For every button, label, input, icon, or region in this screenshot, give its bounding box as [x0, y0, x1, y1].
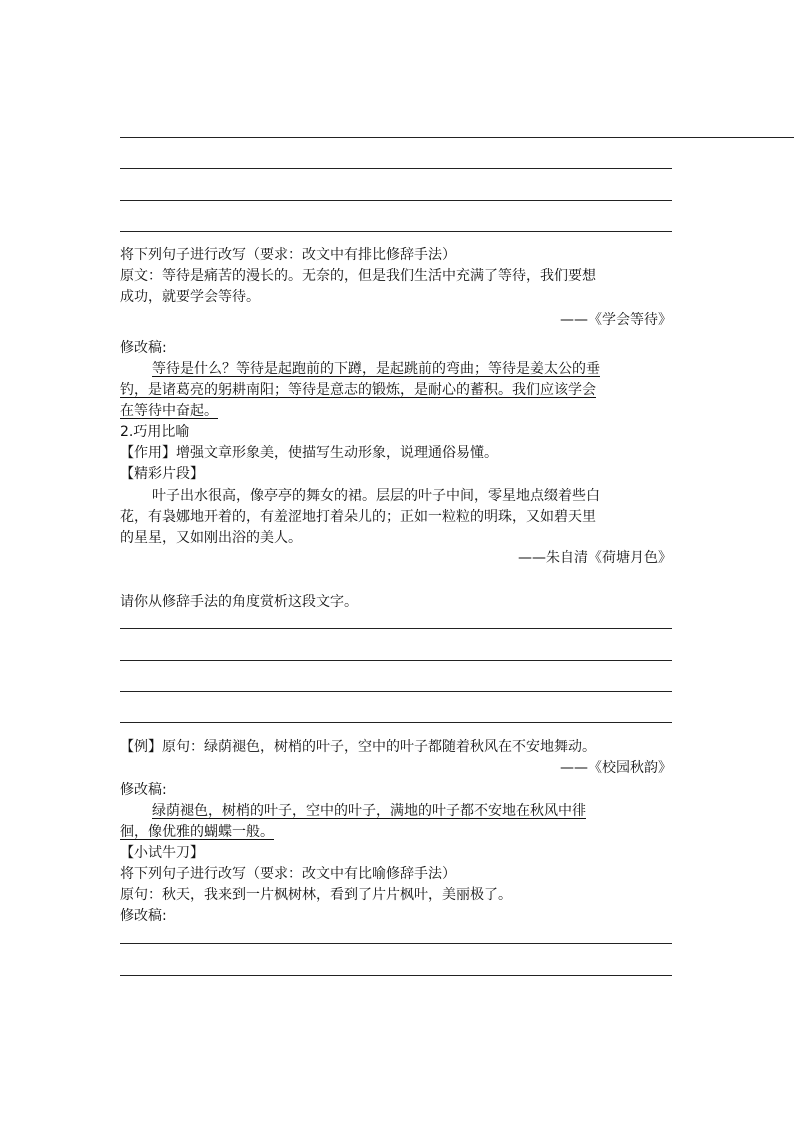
revision-text: 等待是什么？等待是起跑前的下蹲，是起跳前的弯曲；等待是姜太公的垂 [152, 361, 600, 377]
source-citation: ——《校园秋韵》 [560, 760, 672, 776]
excerpt-text: 的星星，又如刚出浴的美人。 [120, 530, 302, 546]
answer-line [120, 943, 672, 944]
source-citation: ——朱自清《荷塘月色》 [518, 550, 672, 566]
practice-instruction: 将下列句子进行改写（要求：改文中有比喻修辞手法） [120, 866, 456, 882]
excerpt-text: 叶子出水很高，像亭亭的舞女的裙。层层的叶子中间，零星地点缀着些白 [152, 488, 600, 504]
practice-label: 【小试牛刀】 [120, 845, 204, 861]
example-original: 【例】原句：绿荫褪色，树梢的叶子，空中的叶子都随着秋风在不安地舞动。 [120, 739, 596, 755]
answer-line [120, 231, 672, 232]
excerpt-text: 花，有袅娜地开着的，有羞涩地打着朵儿的；正如一粒粒的明珠，又如碧天里 [120, 509, 596, 525]
original-text: 成功，就要学会等待。 [120, 289, 260, 305]
question-text: 请你从修辞手法的角度赏析这段文字。 [120, 594, 358, 610]
revision-label: 修改稿: [120, 782, 167, 798]
revision-text: 徊，像优雅的蝴蝶一般。 [120, 824, 274, 840]
revision-label: 修改稿: [120, 340, 167, 356]
function-description: 【作用】增强文章形象美，使描写生动形象，说理通俗易懂。 [120, 445, 498, 461]
answer-line [120, 722, 672, 723]
revision-text: 绿荫褪色，树梢的叶子，空中的叶子，满地的叶子都不安地在秋风中徘 [152, 803, 586, 819]
revision-label: 修改稿: [120, 908, 167, 924]
answer-line [120, 200, 672, 201]
answer-line [120, 975, 672, 976]
answer-line [120, 691, 672, 692]
revision-text: 在等待中奋起。 [120, 403, 218, 419]
answer-line [120, 137, 794, 138]
excerpt-label: 【精彩片段】 [120, 466, 204, 482]
revision-text: 钓，是诸葛亮的躬耕南阳；等待是意志的锻炼，是耐心的蓄积。我们应该学会 [120, 382, 596, 398]
answer-line [120, 168, 672, 169]
source-citation: ——《学会等待》 [560, 312, 672, 328]
original-text: 原文：等待是痛苦的漫长的。无奈的，但是我们生活中充满了等待，我们要想 [120, 268, 596, 284]
practice-original: 原句：秋天，我来到一片枫树林，看到了片片枫叶，美丽极了。 [120, 887, 512, 903]
exercise-instruction: 将下列句子进行改写（要求：改文中有排比修辞手法） [120, 247, 456, 263]
answer-line [120, 660, 672, 661]
answer-line [120, 628, 672, 629]
section-heading: 2.巧用比喻 [120, 424, 190, 440]
